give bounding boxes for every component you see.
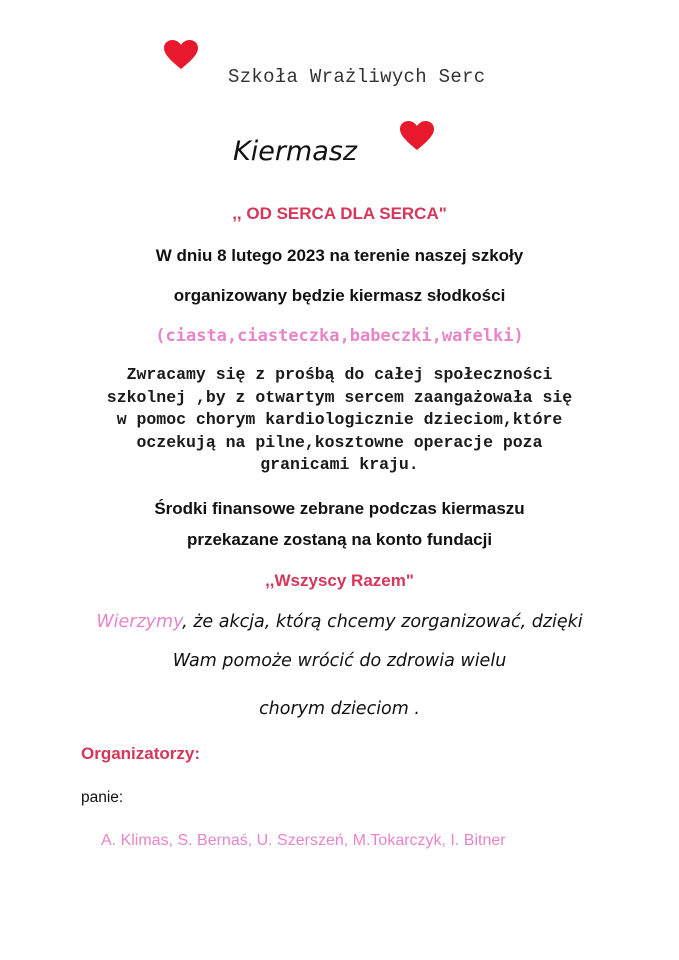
belief-rest: , że akcja, którą chcemy zorganizować, dzięki [182, 612, 583, 632]
organizers-label: Organizatorzy: [81, 744, 201, 763]
funds-line: Środki finansowe zebrane podczas kiermaszu [154, 499, 525, 518]
belief-line [0, 612, 679, 632]
appeal-line: w pomoc chorym kardiologicznie dzieciom,które [116, 410, 563, 429]
organizer-names: A. Klimas, S. Bernaś, U. Szerszeń, M.Tokarczyk, I. Bitner [101, 832, 506, 849]
appeal-line: granicami kraju. [260, 455, 419, 474]
appeal-paragraph [0, 364, 679, 477]
belief-line: chorym dzieciom . [259, 699, 420, 719]
school-name: Szkoła Wrażliwych Serc [228, 66, 486, 88]
belief-line: Wam pomoże wrócić do zdrowia wielu [172, 651, 507, 671]
page-title: Kiermasz [233, 136, 358, 167]
sweets-line: (ciasta,ciasteczka,babeczki,wafelki) [155, 326, 524, 346]
date-line: W dniu 8 lutego 2023 na terenie naszej szkoły [155, 246, 524, 265]
appeal-line: Zwracamy się z prośbą do całej społeczności [126, 365, 553, 384]
panie-label: panie: [81, 789, 124, 806]
heart-icon [164, 40, 198, 70]
appeal-line: oczekują na pilne,kosztowne operacje poza [136, 432, 543, 452]
event-line: organizowany będzie kiermasz słodkości [173, 286, 506, 305]
appeal-line: szkolnej ,by z otwartym sercem zaangażowała się [106, 387, 573, 407]
heart-icon [400, 121, 434, 151]
foundation-name: ,,Wszyscy Razem" [265, 571, 414, 590]
motto: ,, OD SERCA DLA SERCA" [232, 204, 447, 223]
funds-line: przekazane zostaną na konto fundacji [186, 530, 493, 549]
belief-word: Wierzymy [96, 612, 183, 632]
